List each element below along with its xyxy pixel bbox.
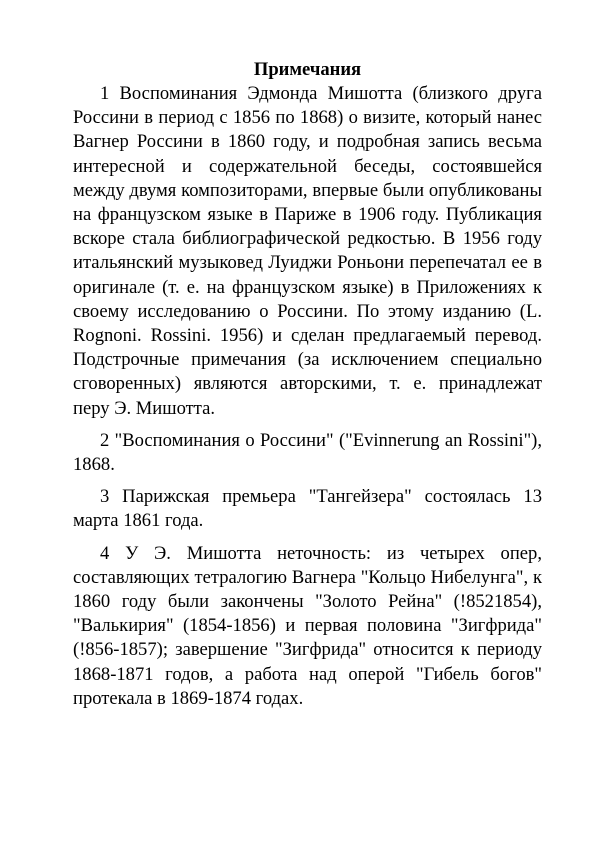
note-1: 1 Воспоминания Эдмонда Мишотта (близкого друга Россини в период с 1856 по 1868) о визите, который нанес Вагнер Россини в 1860 году, и подробная запись весьма интересной и содержательной беседы, состоявшейся между двумя композиторами, впервые были опубликованы на французском языке в Париже в 1906 году. Публикация вскоре стала библиографической редкостью. В 1956 году итальянский музыковед Луиджи Роньони перепечатал ее в оригинале (т. е. на французском языке) в Приложениях к своему исследованию о Россини. По этому изданию (L. Rognoni. Rossini. 1956) и сделан предлагаемый перевод. Подстрочные примечания (за исключением специально сговоренных) являются авторскими, т. е. принадлежат перу Э. Мишотта. xyxy=(73,83,542,419)
note-2: 2 "Воспоминания о Россини" ("Evinnerung an Rossini"), 1868. xyxy=(73,429,542,476)
note-4: 4 У Э. Мишотта неточность: из четырех опер, составляющих тетралогию Вагнера "Кольцо Нибелунга", к 1860 году были закончены "Золото Рейна" (!8521854), "Валькирия" (1854-1856) и первая половина "Зигфрида" (!856-1857); завершение "Зигфрида" относится к периоду 1868-1871 годов, а работа над оперой "Гибель богов" протекала в 1869-1874 годах. xyxy=(73,542,542,709)
page-title: Примечания xyxy=(253,59,362,80)
note-3: 3 Парижская премьера "Тангейзера" состоялась 13 марта 1861 года. xyxy=(73,486,542,532)
notes-section xyxy=(73,58,542,711)
